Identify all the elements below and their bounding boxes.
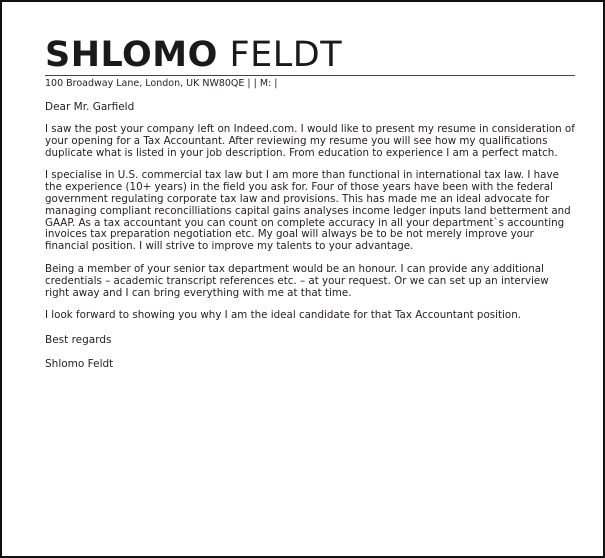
header-divider — [45, 75, 575, 76]
signature: Shlomo Feldt — [45, 358, 114, 371]
closing: Best regards — [45, 334, 112, 347]
body-paragraph-3: Being a member of your senior tax department would be an honour. I can provide any additional credentials – academic transcript references etc. – at your request. Or we can set up an interview right away and I can bring everything with me at that time. — [45, 262, 549, 299]
sender-name — [45, 35, 575, 75]
sender-last-name: FELDT — [229, 35, 343, 75]
letter-content — [45, 35, 575, 370]
sender-address: 100 Broadway Lane, London, UK NW80QE | | M: | — [45, 78, 278, 89]
body-paragraph-1: I saw the post your company left on Indeed.com. I would like to present my resume in consideration of your opening for a Tax Accountant. After reviewing my resume you will see how my qualifications duplicate what is listed in your job description. From education to experience I am a perfect match. — [45, 123, 575, 159]
salutation: Dear Mr. Garfield — [45, 101, 135, 113]
body-paragraph-2: I specialise in U.S. commercial tax law but I am more than functional in international tax law. I have the experience (10+ years) in the field you ask for. Four of those years have been with the federal government regulating corporate tax law and provisions. This has made me an ideal advocate for managing compliant reconcilliations capital gains analyses income ledger inputs land betterment and GAAP. As a tax accountant you can count on complete accuracy in all your department`s accounting invoices tax preparation negotiation etc. My goal will always be to be not merely improve your financial position. I will strive to improve my talents to your advantage. — [45, 169, 571, 253]
sender-first-name: SHLOMO — [45, 35, 218, 75]
body-paragraph-4: I look forward to showing you why I am the ideal candidate for that Tax Accountant position. — [45, 309, 521, 322]
